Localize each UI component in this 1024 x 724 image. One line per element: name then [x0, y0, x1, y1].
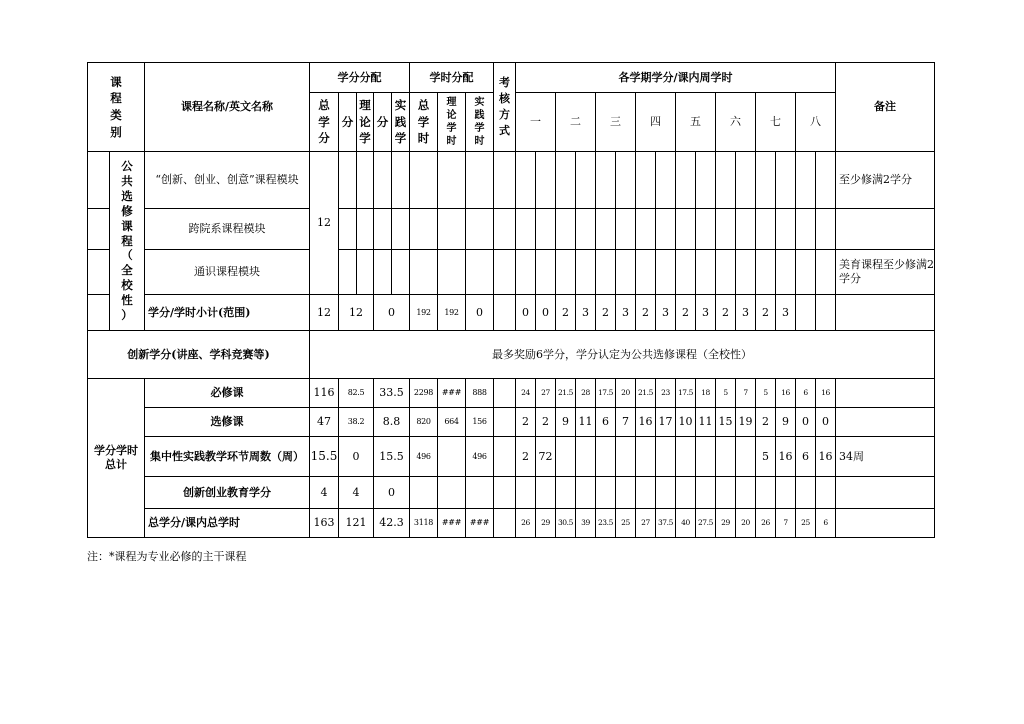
semester-6: 六 [716, 93, 756, 152]
header-fen-2: 分 [374, 93, 392, 152]
semester-cell [576, 437, 596, 477]
semester-cell: 2 [756, 408, 776, 437]
practice-credit: 15.5 [374, 437, 410, 477]
semester-cell [636, 437, 656, 477]
semester-cell: 23 [656, 379, 676, 408]
total-credit: 116 [310, 379, 339, 408]
semester-cell [596, 477, 616, 509]
module-general: 通识课程模块 [145, 250, 310, 295]
semester-cell [716, 437, 736, 477]
subtotal-sem-cell: 3 [616, 295, 636, 331]
subtotal-total-hour: 192 [410, 295, 438, 331]
practice-hour [466, 477, 494, 509]
total-row-label: 集中性实践教学环节周数（周） [145, 437, 310, 477]
semester-cell: 0 [816, 408, 836, 437]
semester-cell: 26 [516, 509, 536, 538]
header-practice-hour: 实 践 学 时 [466, 93, 494, 152]
semester-3: 三 [596, 93, 636, 152]
theory-credit: 82.5 [339, 379, 374, 408]
semester-cell: 17.5 [676, 379, 696, 408]
subtotal-sem-cell: 3 [776, 295, 796, 331]
semester-cell: 7 [776, 509, 796, 538]
theory-hour [438, 477, 466, 509]
semester-cell: 20 [616, 379, 636, 408]
subtotal-theory-credit: 12 [339, 295, 374, 331]
semester-cell: 29 [536, 509, 556, 538]
header-course-name: 课程名称/英文名称 [145, 63, 310, 152]
exam-method-cell [494, 379, 516, 408]
semester-cell [556, 437, 576, 477]
semester-cell: 39 [576, 509, 596, 538]
semester-cell: 16 [636, 408, 656, 437]
remark-innovation: 至少修满2学分 [836, 152, 935, 209]
subtotal-sem-cell: 2 [556, 295, 576, 331]
subtotal-sem-cell: 3 [576, 295, 596, 331]
semester-cell: 29 [716, 509, 736, 538]
semester-cell [676, 477, 696, 509]
semester-cell: 15 [716, 408, 736, 437]
semester-cell [636, 477, 656, 509]
total-row-remark [836, 379, 935, 408]
remark-general: 美育课程至少修满2学分 [836, 250, 935, 295]
semester-cell [756, 477, 776, 509]
semester-cell: 6 [816, 509, 836, 538]
subtotal-sem-cell: 2 [636, 295, 656, 331]
header-remark: 备注 [836, 63, 935, 152]
header-practice-credit: 实 践 学 [392, 93, 410, 152]
subtotal-sem-cell: 2 [716, 295, 736, 331]
exam-method-cell [494, 509, 516, 538]
semester-cell: 2 [516, 408, 536, 437]
header-category: 课 程 类 别 [88, 63, 145, 152]
semester-8: 八 [796, 93, 836, 152]
total-row-label: 总学分/课内总学时 [145, 509, 310, 538]
semester-cell: 2 [516, 437, 536, 477]
semester-cell: 72 [536, 437, 556, 477]
semester-cell [616, 437, 636, 477]
semester-cell [716, 477, 736, 509]
semester-cell [616, 477, 636, 509]
semester-cell: 40 [676, 509, 696, 538]
semester-cell: 16 [816, 379, 836, 408]
semester-cell: 27 [536, 379, 556, 408]
subtotal-label: 学分/学时小计(范围) [145, 295, 310, 331]
total-row-label: 必修课 [145, 379, 310, 408]
semester-cell: 17.5 [596, 379, 616, 408]
header-credit-alloc: 学分分配 [310, 63, 410, 93]
semester-cell: 16 [776, 379, 796, 408]
subtotal-sem-cell: 3 [656, 295, 676, 331]
theory-hour: ### [438, 379, 466, 408]
semester-cell: 9 [556, 408, 576, 437]
semester-cell: 6 [796, 437, 816, 477]
total-hour: 820 [410, 408, 438, 437]
semester-cell: 21.5 [556, 379, 576, 408]
module-innovation: “创新、创业、创意”课程模块 [145, 152, 310, 209]
subtotal-sem-cell: 2 [596, 295, 616, 331]
exam-method-cell [494, 477, 516, 509]
semester-cell: 24 [516, 379, 536, 408]
total-row-label: 选修课 [145, 408, 310, 437]
total-row-remark [836, 408, 935, 437]
practice-hour: 888 [466, 379, 494, 408]
semester-cell: 37.5 [656, 509, 676, 538]
semester-cell: 5 [716, 379, 736, 408]
header-theory-credit: 理 论 学 [357, 93, 374, 152]
semester-cell: 23.5 [596, 509, 616, 538]
practice-hour: 156 [466, 408, 494, 437]
total-credit: 47 [310, 408, 339, 437]
total-credit: 15.5 [310, 437, 339, 477]
subtotal-theory-hour: 192 [438, 295, 466, 331]
semester-cell: 27 [636, 509, 656, 538]
elective-category: 公 共 选 修 课 程 （ 全 校 性 ） [110, 152, 145, 331]
semester-cell: 27.5 [696, 509, 716, 538]
header-theory-hour: 理 论 学 时 [438, 93, 466, 152]
exam-method-cell [494, 437, 516, 477]
semester-cell [576, 477, 596, 509]
practice-credit: 33.5 [374, 379, 410, 408]
subtotal-sem-cell: 3 [736, 295, 756, 331]
semester-cell [536, 477, 556, 509]
subtotal-sem-cell: 0 [516, 295, 536, 331]
total-credit: 163 [310, 509, 339, 538]
module-credit: 12 [310, 152, 339, 295]
semester-cell: 9 [776, 408, 796, 437]
subtotal-practice-credit: 0 [374, 295, 410, 331]
header-semester: 各学期学分/课内周学时 [516, 63, 836, 93]
header-total-hour: 总 学 时 [410, 93, 438, 152]
theory-credit: 121 [339, 509, 374, 538]
practice-credit: 42.3 [374, 509, 410, 538]
theory-credit: 38.2 [339, 408, 374, 437]
semester-cell: 11 [576, 408, 596, 437]
total-row-label: 创新创业教育学分 [145, 477, 310, 509]
header-fen-1: 分 [339, 93, 357, 152]
semester-cell: 2 [536, 408, 556, 437]
total-row-remark [836, 477, 935, 509]
semester-5: 五 [676, 93, 716, 152]
semester-cell [796, 477, 816, 509]
semester-cell [696, 477, 716, 509]
semester-7: 七 [756, 93, 796, 152]
semester-cell: 7 [616, 408, 636, 437]
practice-credit: 8.8 [374, 408, 410, 437]
total-hour: 496 [410, 437, 438, 477]
theory-credit: 0 [339, 437, 374, 477]
semester-cell: 7 [736, 379, 756, 408]
semester-cell: 5 [756, 437, 776, 477]
semester-cell [656, 437, 676, 477]
semester-cell [676, 437, 696, 477]
header-exam-method: 考 核 方 式 [494, 63, 516, 152]
semester-cell: 30.5 [556, 509, 576, 538]
subtotal-practice-hour: 0 [466, 295, 494, 331]
semester-cell: 20 [736, 509, 756, 538]
total-credit: 4 [310, 477, 339, 509]
semester-cell: 26 [756, 509, 776, 538]
exam-method-cell [494, 408, 516, 437]
theory-hour: 664 [438, 408, 466, 437]
semester-cell [696, 437, 716, 477]
curriculum-table [87, 62, 935, 538]
total-hour [410, 477, 438, 509]
total-row-remark: 34周 [836, 437, 935, 477]
innovation-label: 创新学分(讲座、学科竞赛等) [88, 331, 310, 379]
semester-cell: 5 [756, 379, 776, 408]
theory-hour: ### [438, 509, 466, 538]
semester-cell: 21.5 [636, 379, 656, 408]
practice-hour: 496 [466, 437, 494, 477]
header-total-credit: 总 学 分 [310, 93, 339, 152]
semester-cell: 25 [616, 509, 636, 538]
subtotal-sem-cell: 2 [676, 295, 696, 331]
semester-cell [816, 477, 836, 509]
semester-cell: 11 [696, 408, 716, 437]
semester-cell [596, 437, 616, 477]
semester-4: 四 [636, 93, 676, 152]
semester-cell [516, 477, 536, 509]
total-hour: 2298 [410, 379, 438, 408]
semester-cell [556, 477, 576, 509]
footnote: 注：*课程为专业必修的主干课程 [87, 550, 247, 563]
semester-cell [656, 477, 676, 509]
total-row-remark [836, 509, 935, 538]
semester-cell: 6 [796, 379, 816, 408]
semester-cell: 6 [596, 408, 616, 437]
subtotal-sem-cell: 0 [536, 295, 556, 331]
semester-cell: 18 [696, 379, 716, 408]
module-cross-dept: 跨院系课程模块 [145, 209, 310, 250]
subtotal-sem-cell: 3 [696, 295, 716, 331]
semester-cell: 19 [736, 408, 756, 437]
semester-cell: 25 [796, 509, 816, 538]
theory-hour [438, 437, 466, 477]
semester-cell: 16 [816, 437, 836, 477]
total-hour: 3118 [410, 509, 438, 538]
semester-cell [736, 437, 756, 477]
semester-cell: 28 [576, 379, 596, 408]
header-hour-alloc: 学时分配 [410, 63, 494, 93]
semester-cell [776, 477, 796, 509]
subtotal-total-credit: 12 [310, 295, 339, 331]
semester-cell: 16 [776, 437, 796, 477]
innovation-text: 最多奖励6学分，学分认定为公共选修课程（全校性） [310, 331, 935, 379]
semester-cell [736, 477, 756, 509]
totals-category: 学分学时 总计 [88, 379, 145, 538]
practice-hour: ### [466, 509, 494, 538]
semester-cell: 17 [656, 408, 676, 437]
subtotal-sem-cell: 2 [756, 295, 776, 331]
semester-cell: 0 [796, 408, 816, 437]
semester-cell: 10 [676, 408, 696, 437]
theory-credit: 4 [339, 477, 374, 509]
semester-1: 一 [516, 93, 556, 152]
semester-2: 二 [556, 93, 596, 152]
practice-credit: 0 [374, 477, 410, 509]
